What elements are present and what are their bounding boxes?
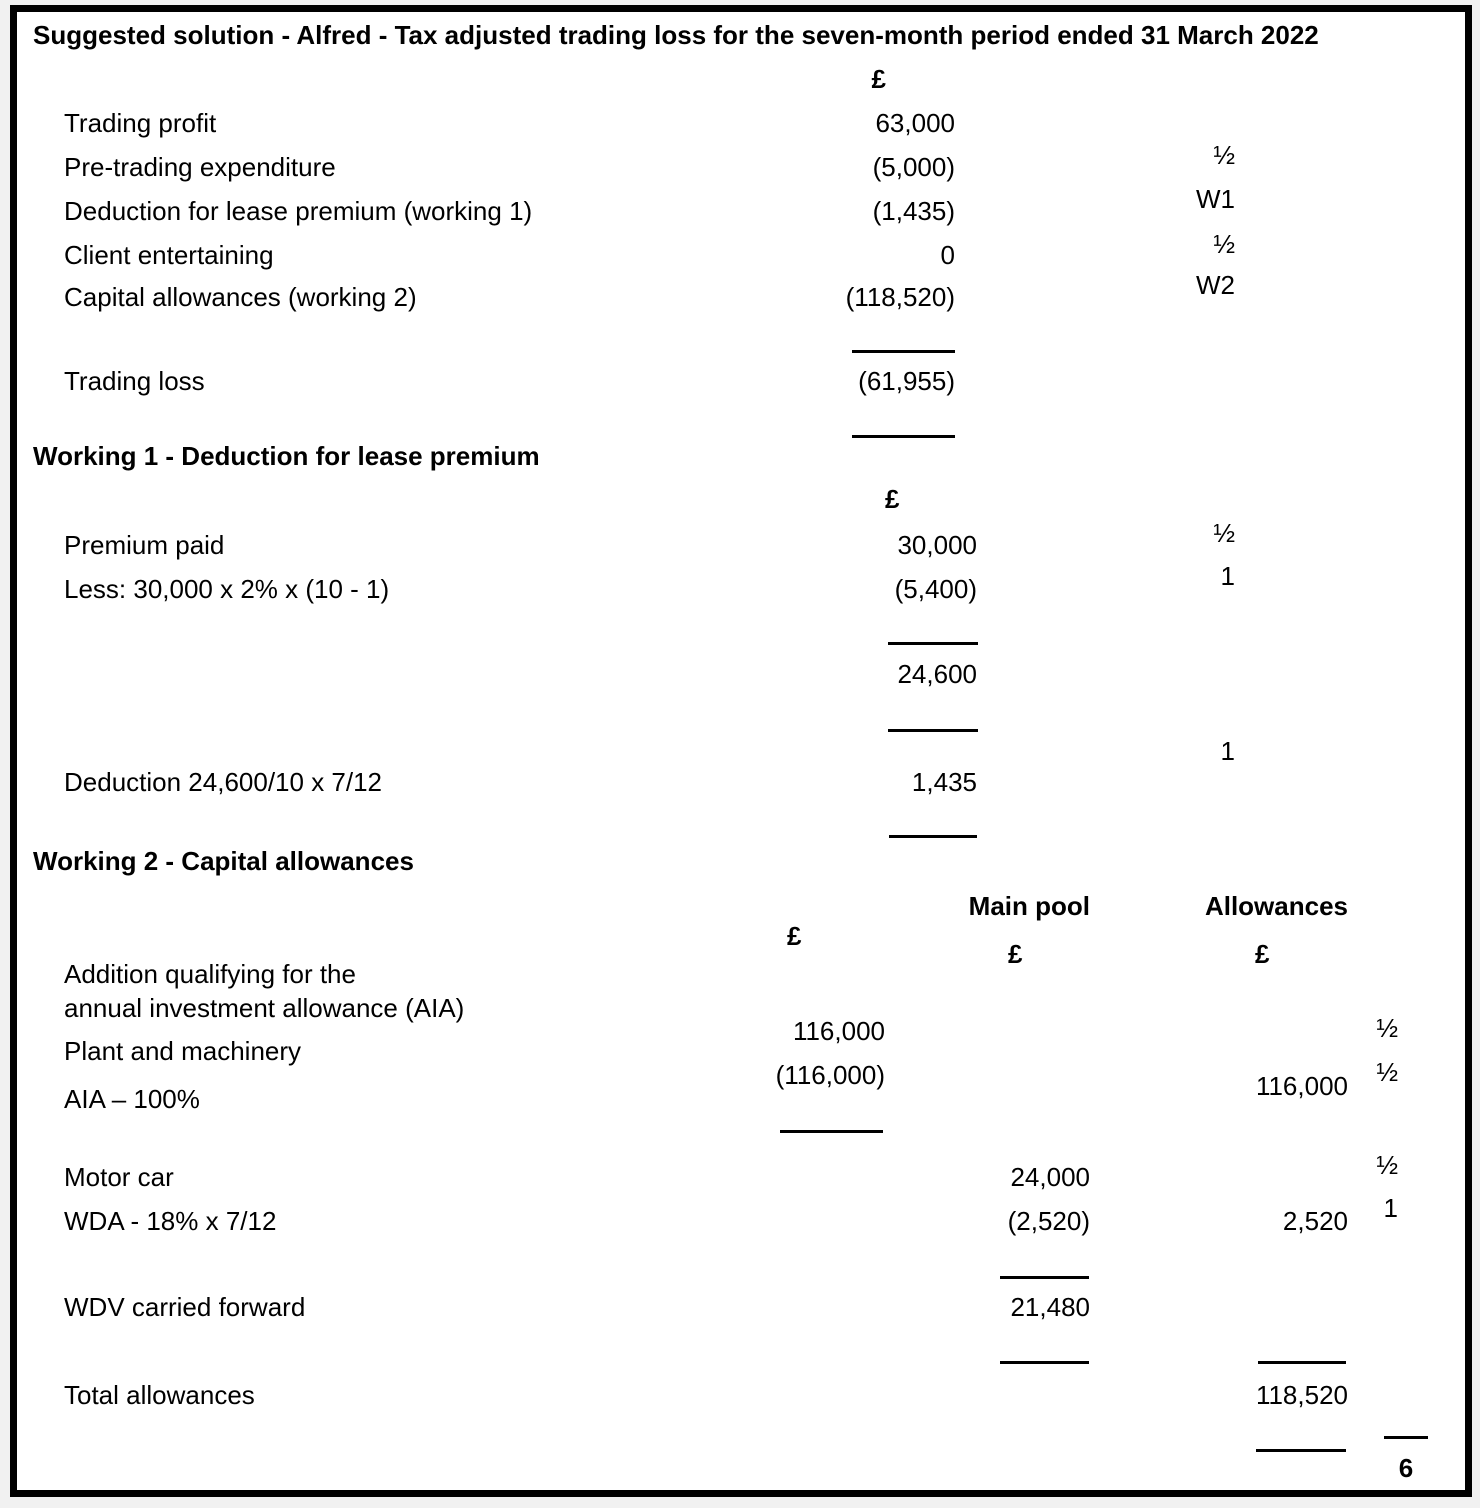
working1-heading: Working 1 - Deduction for lease premium	[33, 441, 540, 471]
currency-header-allowances: £	[1255, 939, 1270, 969]
row-value: 30,000	[897, 530, 977, 560]
marks-total-underline	[1384, 1436, 1428, 1439]
row-label: Deduction for lease premium (working 1)	[64, 196, 533, 226]
document-title: Suggested solution - Alfred - Tax adjusted trading loss for the seven-month period ended 31 March 2022	[33, 20, 1319, 50]
mark: W2	[1196, 270, 1235, 300]
working2-heading: Working 2 - Capital allowances	[33, 846, 414, 876]
row-label: Deduction 24,600/10 x 7/12	[64, 767, 383, 797]
allowances-total-underline	[1256, 1449, 1346, 1452]
mark: 1	[1383, 1193, 1398, 1223]
row-label: AIA – 100%	[64, 1084, 200, 1114]
row-label: Plant and machinery	[64, 1036, 302, 1066]
row-label: Pre-trading expenditure	[64, 152, 336, 182]
row-label: WDV carried forward	[64, 1292, 306, 1322]
row-value: (2,520)	[1007, 1206, 1090, 1236]
total-label: Trading loss	[64, 366, 205, 396]
subtotal-underline	[888, 642, 978, 645]
row-value: (1,435)	[872, 196, 955, 226]
mark: ½	[1213, 518, 1235, 548]
main-pool-underline	[1000, 1361, 1089, 1364]
row-label: Trading profit	[64, 108, 217, 138]
total-underline	[889, 835, 977, 838]
currency-header-cost: £	[787, 921, 802, 951]
total-value: 118,520	[1255, 1380, 1348, 1410]
mark: ½	[1376, 1057, 1398, 1087]
row-value: (5,000)	[872, 152, 955, 182]
row-label: Motor car	[64, 1162, 174, 1192]
mark: W1	[1196, 184, 1235, 214]
row-label: Premium paid	[64, 530, 225, 560]
addition-label-line2: annual investment allowance (AIA)	[64, 993, 465, 1023]
row-value: 0	[940, 240, 955, 270]
column-header-allowances: Allowances	[1204, 891, 1348, 921]
mark: 1	[1220, 561, 1235, 591]
total-value: (61,955)	[858, 366, 955, 396]
row-label	[64, 957, 464, 1025]
row-label: Client entertaining	[64, 240, 274, 270]
mark: ½	[1213, 229, 1235, 259]
column-header-main-pool: Main pool	[968, 891, 1090, 921]
row-allowance-value: 116,000	[1255, 1071, 1348, 1101]
subtotal-value: 24,600	[897, 659, 977, 689]
mark: ½	[1376, 1150, 1398, 1180]
total-marks: 6	[1398, 1453, 1414, 1483]
mark: 1	[1220, 736, 1235, 766]
row-label: Less: 30,000 x 2% x (10 - 1)	[64, 574, 390, 604]
total-underline	[852, 435, 955, 438]
row-value: (118,520)	[845, 282, 955, 312]
document-frame	[10, 5, 1472, 1497]
row-value: (116,000)	[775, 1060, 885, 1090]
allowances-underline	[1258, 1361, 1346, 1364]
addition-label-line1: Addition qualifying for the	[64, 959, 356, 989]
mark: ½	[1213, 140, 1235, 170]
row-value: (5,400)	[894, 574, 977, 604]
currency-header-main-pool: £	[1008, 939, 1023, 969]
row-value: 1,435	[911, 767, 977, 797]
row-label: WDA - 18% x 7/12	[64, 1206, 277, 1236]
row-allowance-value: 2,520	[1282, 1206, 1348, 1236]
row-label: Capital allowances (working 2)	[64, 282, 417, 312]
total-label: Total allowances	[64, 1380, 255, 1410]
row-value: 21,480	[1010, 1292, 1090, 1322]
currency-header-main: £	[871, 64, 886, 94]
mark: ½	[1376, 1013, 1398, 1043]
currency-header-working1: £	[885, 484, 900, 514]
row-value: 63,000	[875, 108, 955, 138]
subtotal-underline	[852, 350, 955, 353]
main-pool-underline	[1000, 1276, 1089, 1279]
cost-column-underline	[780, 1130, 883, 1133]
row-value: 116,000	[792, 1016, 885, 1046]
row-value: 24,000	[1010, 1162, 1090, 1192]
subtotal-underline	[888, 729, 978, 732]
